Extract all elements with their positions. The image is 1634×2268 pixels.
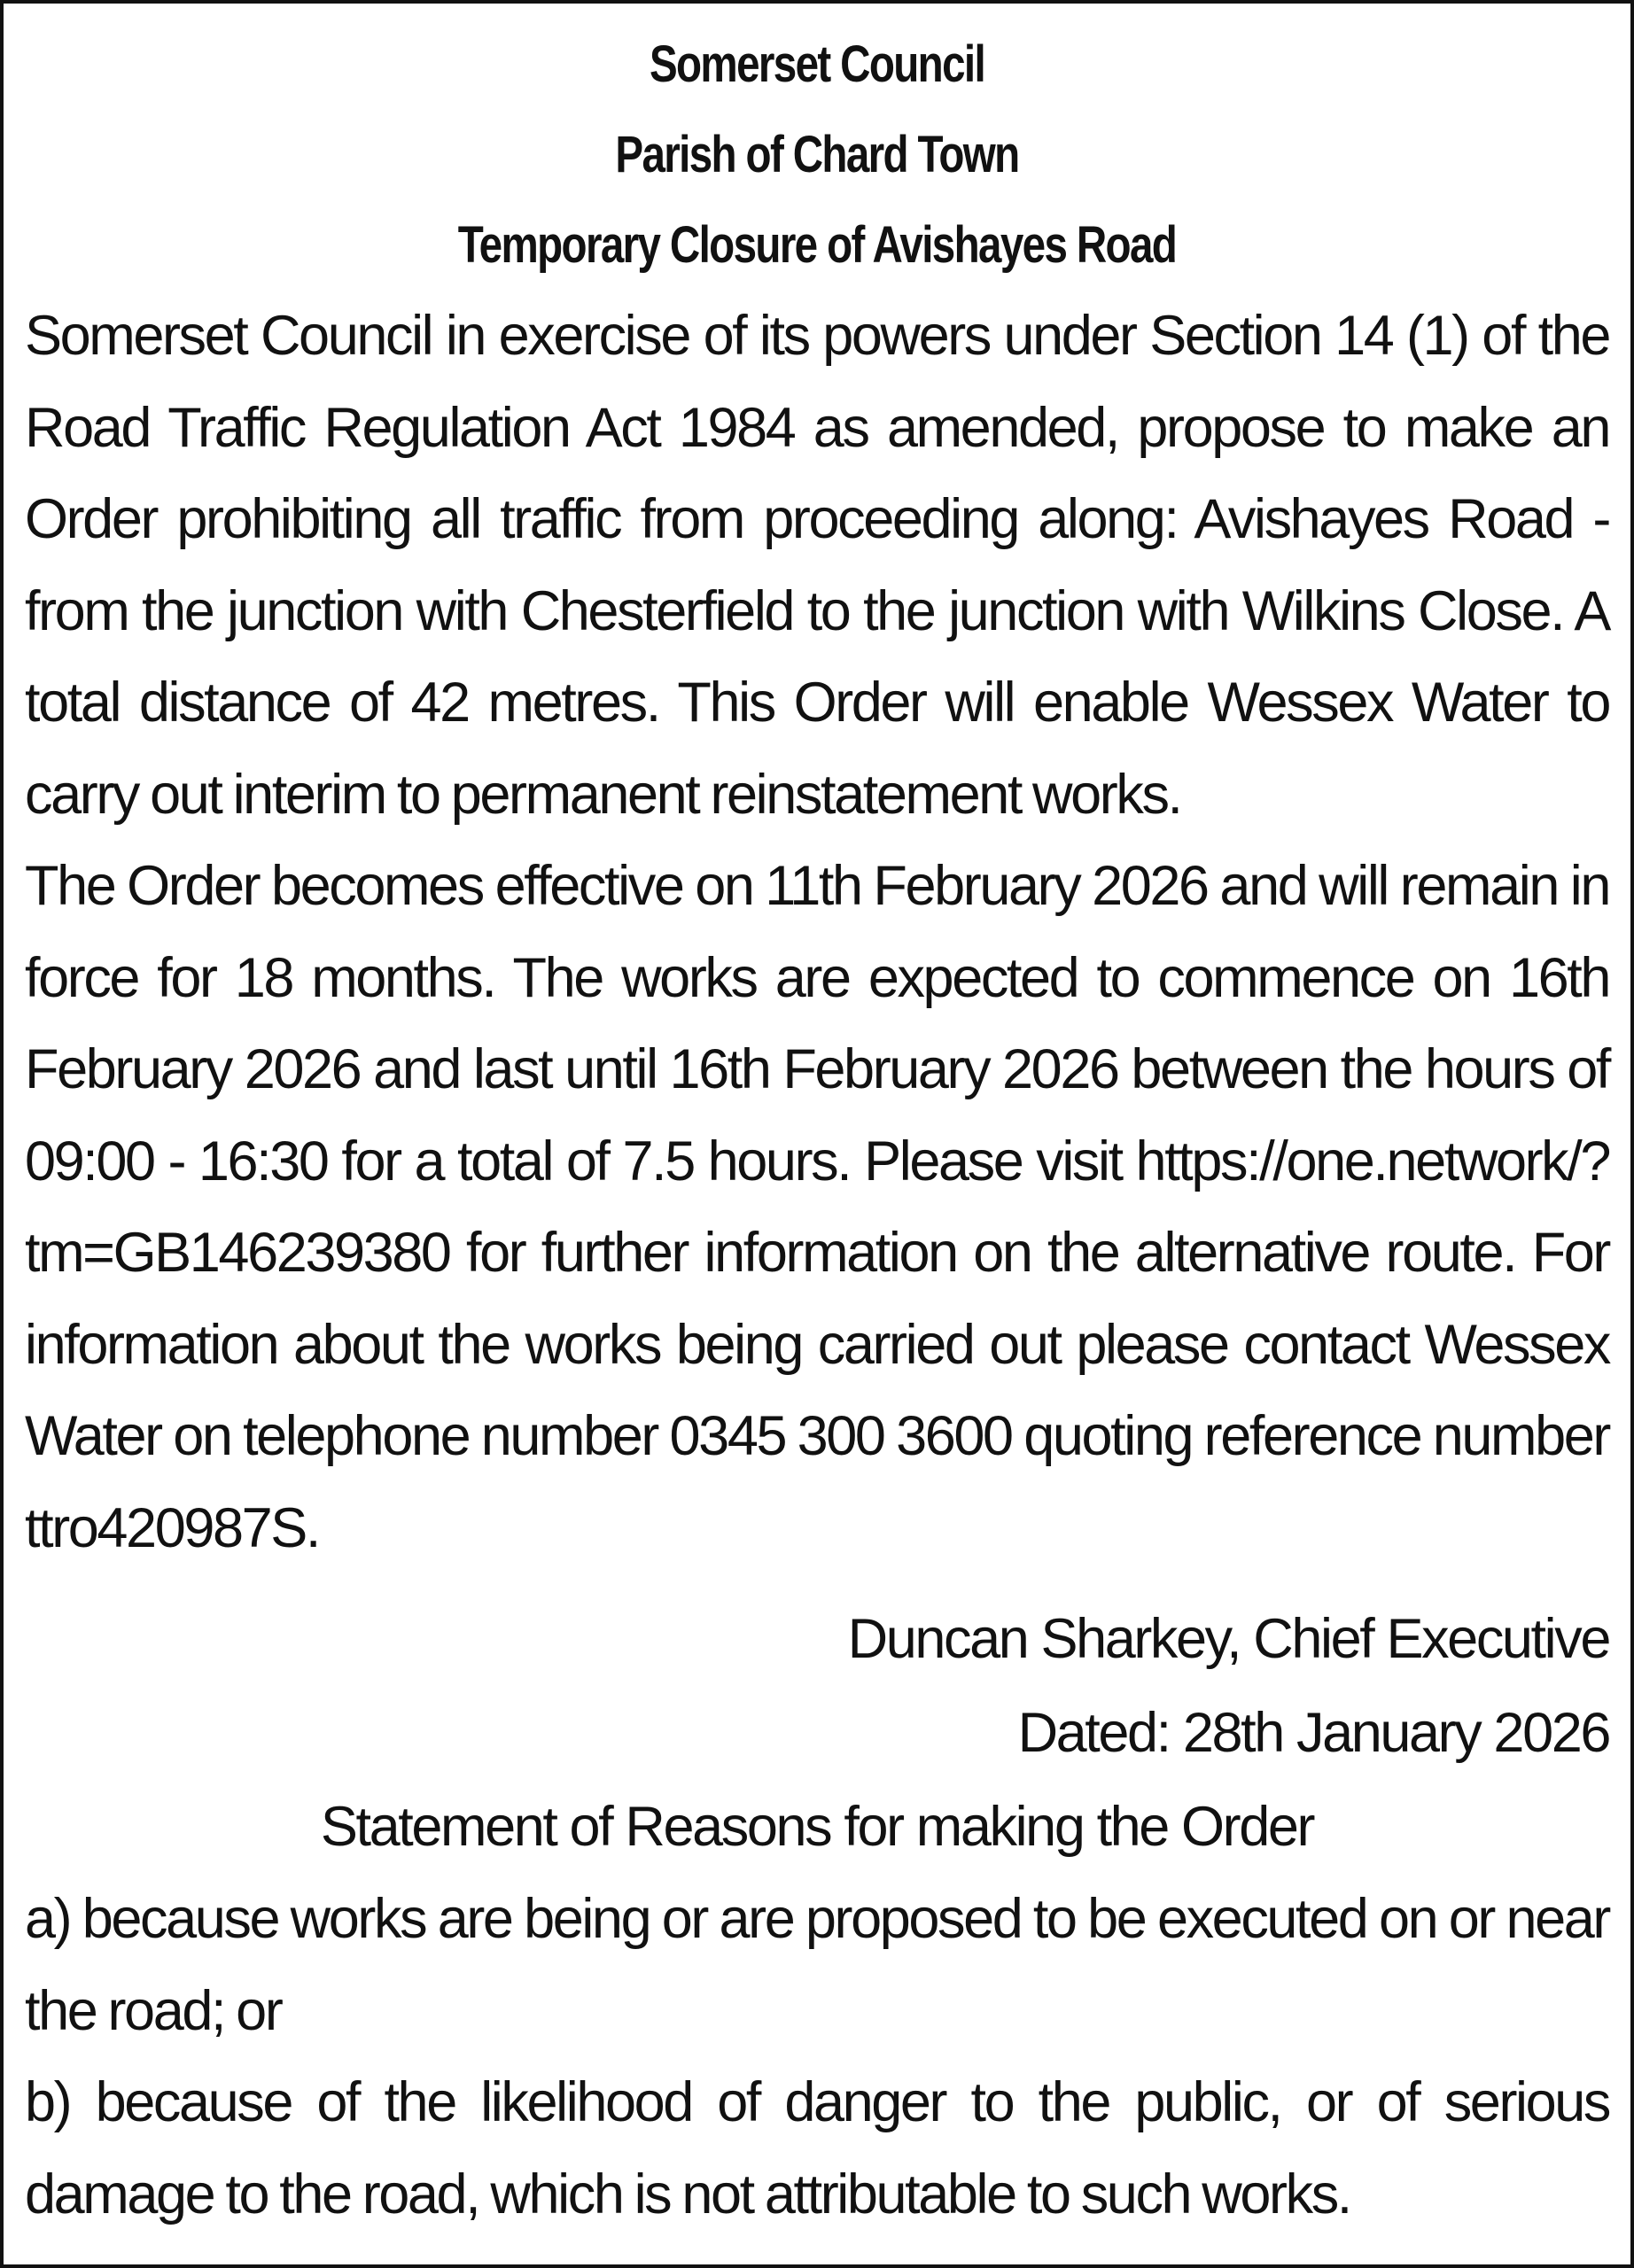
reasons-heading: Statement of Reasons for making the Order	[320, 1796, 1314, 1858]
notice-content	[25, 19, 1609, 2249]
notice-authority-title: Somerset Council	[649, 35, 985, 93]
signatory-name: Duncan Sharkey, Chief Executive	[847, 1608, 1609, 1670]
notice-parish-title: Parish of Chard Town	[615, 126, 1019, 183]
notice-paragraph-details: The Order becomes effective on 11th February 2026 and will remain in force for 18 months. The works are expected to commence on 16th February 2026 and last until 16th February 2026 between the hours of 09:00 - 16:30 for a total of 7.5 hours. Please visit https://one.network/?tm=GB146239380 for further information on the alternative route. For information about the works being carried out please contact Wessex Water on telephone number 0345 300 3600 quoting reference number ttro420987S.	[25, 855, 1609, 1559]
notice-closure-title: Temporary Closure of Avishayes Road	[457, 216, 1177, 274]
spacer	[25, 1574, 1609, 1592]
reason-item-b: b) because of the likelihood of danger to the public, or of serious damage to the road, which is not attributable to such works.	[25, 2071, 1609, 2225]
notice-paragraph-order: Somerset Council in exercise of its powers under Section 14 (1) of the Road Traffic Regulation Act 1984 as amended, propose to make an Order prohibiting all traffic from proceeding along: Avishayes Road - from the junction with Chesterfield to the junction with Wilkins Close. A total distance of 42 metres. This Order will enable Wessex Water to carry out interim to permanent reinstatement works.	[25, 305, 1609, 826]
reason-item-a: a) because works are being or are proposed to be executed on or near the road; or	[25, 1888, 1609, 2042]
notice-date: Dated: 28th January 2026	[1017, 1702, 1609, 1764]
